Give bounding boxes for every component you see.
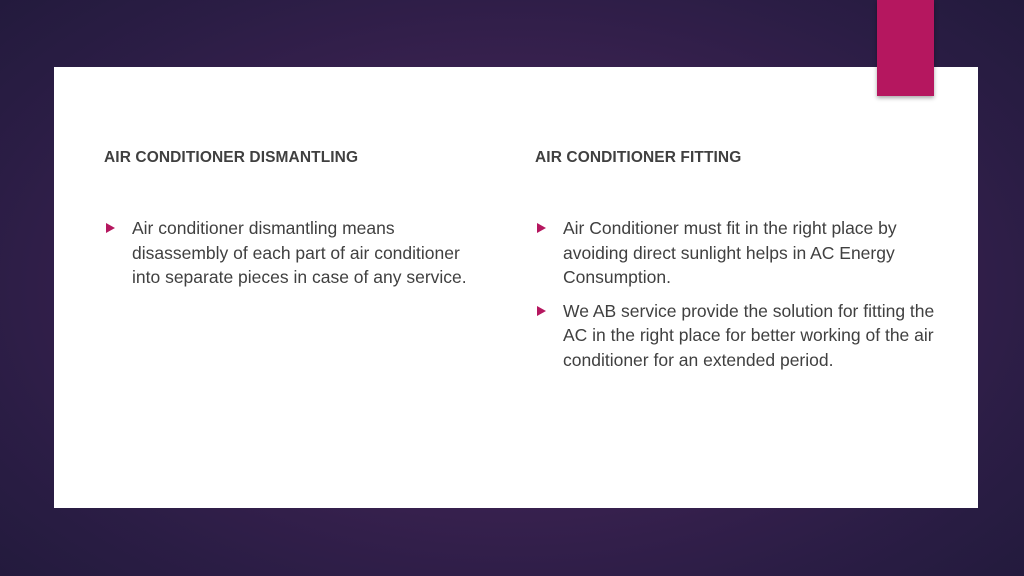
bullet-item bbox=[104, 216, 484, 290]
bullet-item bbox=[535, 216, 935, 290]
triangle-bullet-icon bbox=[537, 306, 546, 316]
accent-tab bbox=[877, 0, 934, 96]
right-bullet-list bbox=[535, 216, 935, 381]
bullet-text: Air Conditioner must fit in the right place by avoiding direct sunlight helps in AC Energy Consumption. bbox=[563, 218, 897, 287]
bullet-item bbox=[535, 299, 935, 373]
bullet-text: Air conditioner dismantling means disassembly of each part of air conditioner into separate pieces in case of any service. bbox=[132, 218, 467, 287]
bullet-text: We AB service provide the solution for fitting the AC in the right place for better working of the air conditioner for an extended period. bbox=[563, 300, 935, 370]
triangle-bullet-icon bbox=[106, 223, 115, 233]
left-bullet-list bbox=[104, 216, 484, 299]
slide-card bbox=[54, 67, 978, 508]
left-column-heading: AIR CONDITIONER DISMANTLING bbox=[104, 149, 359, 166]
triangle-bullet-icon bbox=[537, 223, 546, 233]
right-column-heading: AIR CONDITIONER FITTING bbox=[535, 149, 742, 166]
